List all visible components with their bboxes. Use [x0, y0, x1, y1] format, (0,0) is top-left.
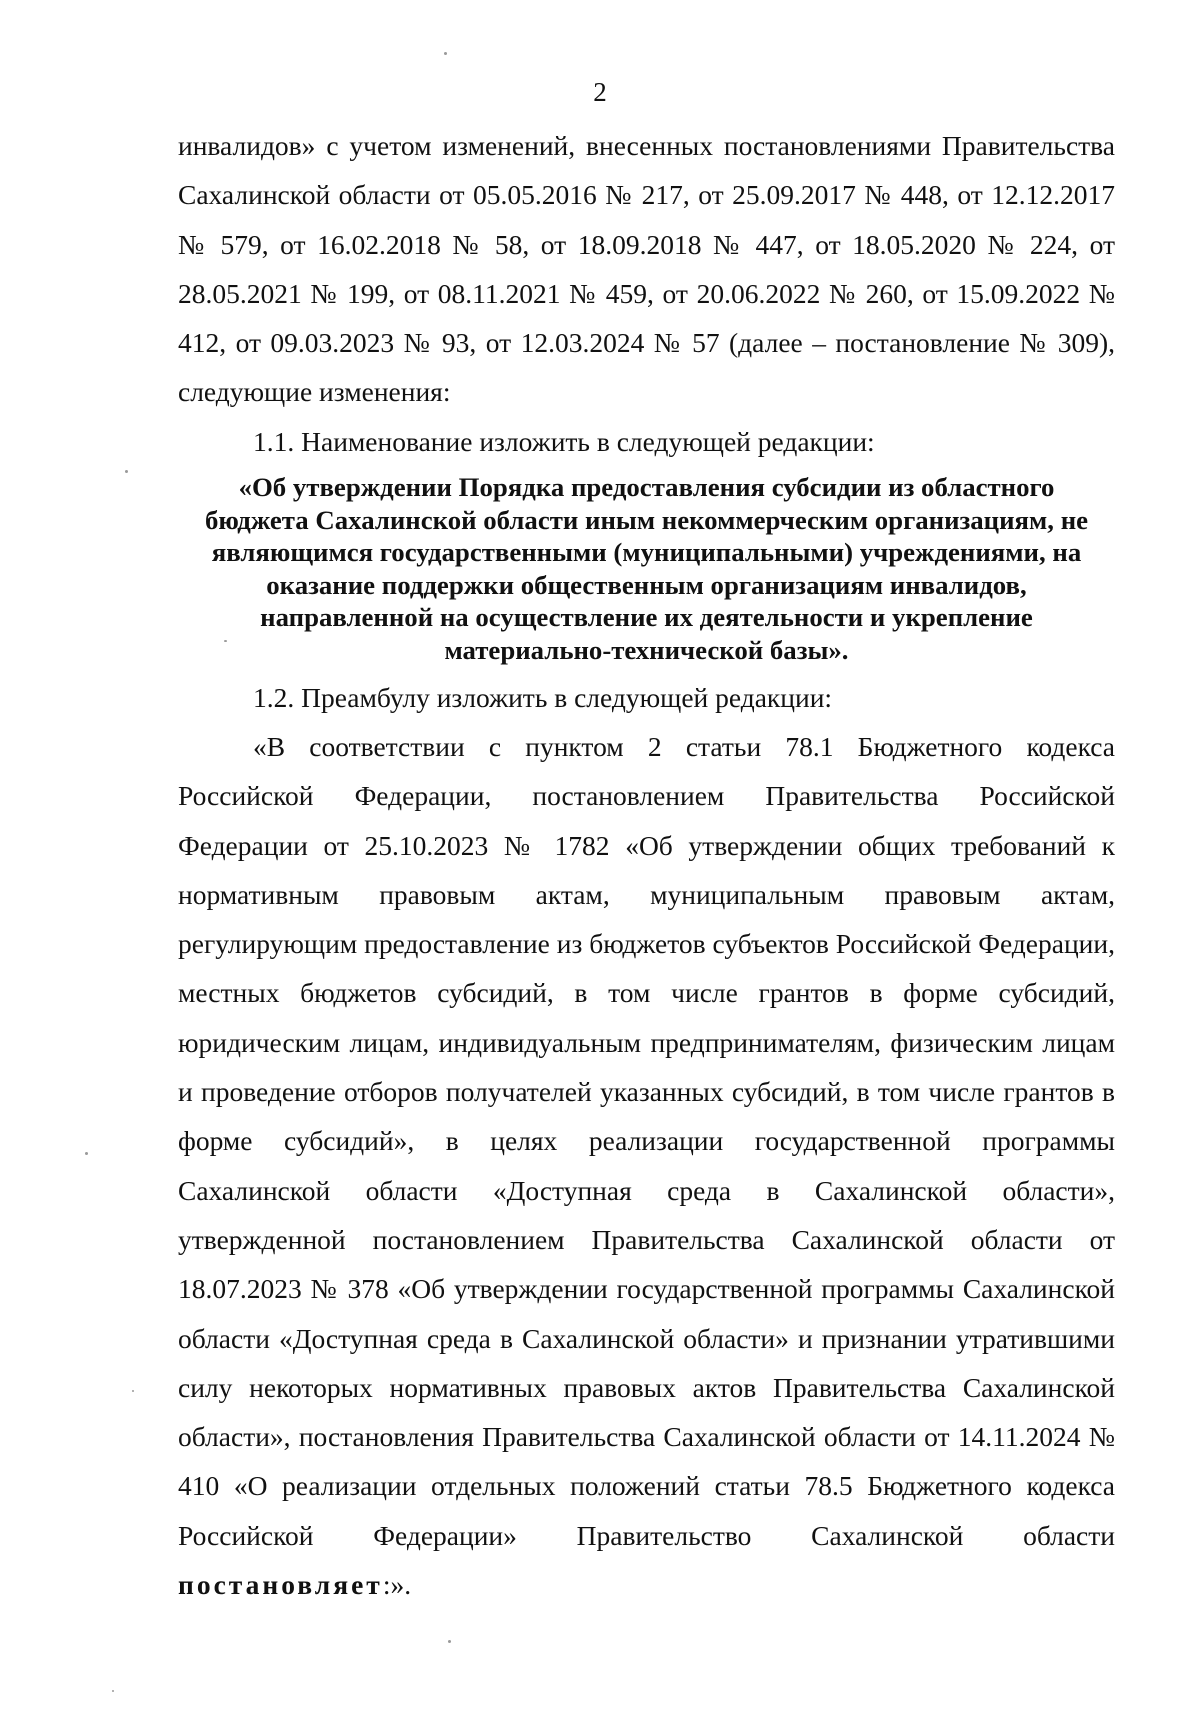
new-title-block — [178, 471, 1115, 667]
preamble-end: :». — [382, 1568, 412, 1600]
new-title-line: материально-технической базы». — [444, 635, 849, 666]
item-1-2: 1.2. Преамбулу изложить в следующей редакции: — [253, 681, 833, 713]
new-title-line: оказание поддержки общественным организациям инвалидов, — [266, 569, 1027, 600]
scan-speck — [85, 1152, 88, 1155]
preamble-text: «В соответствии с пунктом 2 статьи 78.1 Бюджетного кодекса Российской Федерации, постановлением Правительства Российской Федерации от 25.10.2023 № 1782 «Об утверждении общих требований к нормативным правовым актам, муниципальным правовым актам, регулирующим предоставление из бюджетов субъектов Российской Федерации, местных бюджетов субсидий, в том числе грантов в форме субсидий, юридическим лицам, индивидуальным предпринимателям, физическим лицам и проведение отборов получателей указанных субсидий, в том числе грантов в форме субсидий», в целях реализации государственной программы Сахалинской области «Доступная среда в Сахалинской области», утвержденной постановлением Правительства Сахалинской области от 18.07.2023 № 378 «Об утверждении государственной программы Сахалинской области «Доступная среда в Сахалинской области» и признании утратившими силу некоторых нормативных правовых актов Правительства Сахалинской области», постановления Правительства Сахалинской области от 14.11.2024 № 410 «О реализации отдельных положений статьи 78.5 Бюджетного кодекса Российской Федерации» Правительство Сахалинской области — [178, 730, 1115, 1551]
document-body — [178, 121, 1115, 1609]
scan-speck — [125, 470, 128, 473]
page-number: 2 — [593, 77, 607, 107]
scan-speck — [112, 1690, 114, 1692]
new-title-line: направленной на осуществление их деятельности и укрепление — [260, 602, 1033, 633]
preamble-paragraph — [178, 722, 1115, 1609]
scan-speck — [448, 1640, 451, 1643]
new-title-line: «Об утверждении Порядка предоставления субсидии из областного — [238, 472, 1055, 503]
scan-speck — [444, 52, 447, 55]
item-1-1: 1.1. Наименование изложить в следующей редакции: — [253, 425, 875, 457]
intro-paragraph: инвалидов» с учетом изменений, внесенных постановлениями Правительства Сахалинской области от 05.05.2016 № 217, от 25.09.2017 № 448, от 12.12.2017 № 579, от 16.02.2018 № 58, от 18.09.2018 № 447, от 18.05.2020 № 224, от 28.05.2021 № 199, от 08.11.2021 № 459, от 20.06.2022 № 260, от 15.09.2022 № 412, от 09.03.2023 № 93, от 12.03.2024 № 57 (далее – постановление № 309), следующие изменения: — [178, 130, 1115, 408]
new-title-line: являющимся государственными (муниципальными) учреждениями, на — [211, 537, 1082, 568]
new-title-line: бюджета Сахалинской области иным некоммерческим организациям, не — [204, 504, 1089, 535]
scan-speck — [132, 1390, 134, 1392]
preamble-emphasis: постановляет — [178, 1568, 383, 1600]
